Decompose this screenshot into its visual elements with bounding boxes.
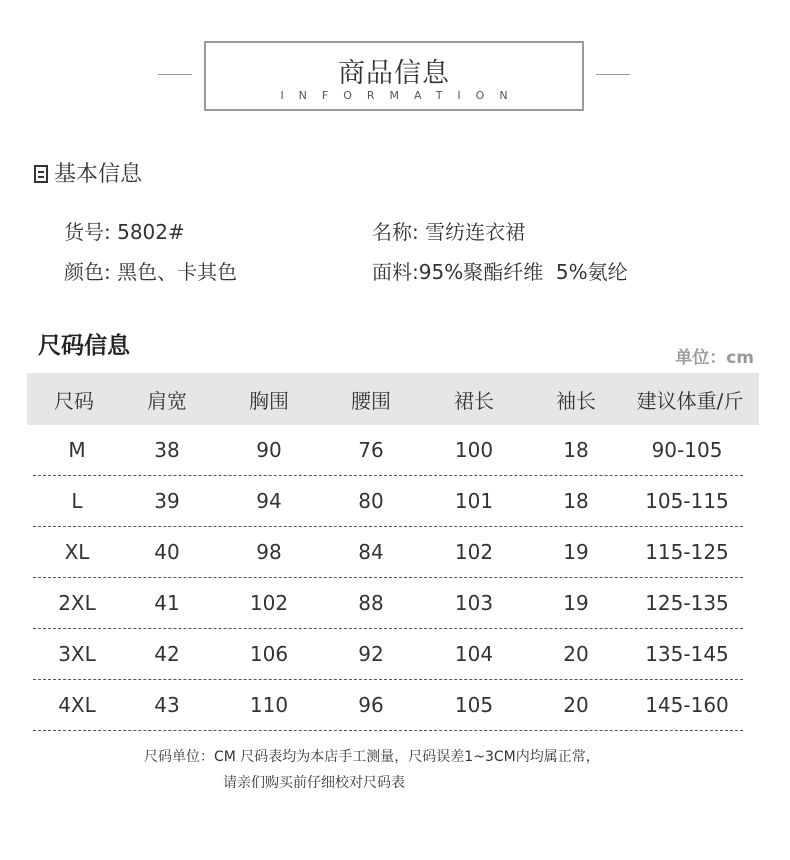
col-header-sleeve: 袖长 — [556, 388, 596, 413]
cell-bust: 90 — [256, 438, 282, 462]
table-row — [33, 629, 743, 680]
header-divider-right — [596, 74, 630, 75]
cell-waist: 80 — [358, 489, 384, 513]
name-label: 名称: — [372, 220, 419, 244]
col-header-size: 尺码 — [54, 388, 94, 413]
cell-shoulder: 43 — [154, 693, 180, 717]
table-row — [33, 476, 743, 527]
cell-sleeve: 18 — [563, 438, 589, 462]
cell-dress-length: 103 — [454, 591, 494, 615]
item-no-label: 货号: — [64, 220, 111, 244]
cell-bust: 98 — [256, 540, 282, 564]
table-row — [33, 578, 743, 629]
cell-waist: 92 — [358, 642, 384, 666]
cell-size: 2XL — [58, 591, 96, 615]
color-label: 颜色: — [64, 260, 111, 284]
cell-shoulder: 42 — [154, 642, 180, 666]
cell-waist: 96 — [358, 693, 384, 717]
cell-dress-length: 105 — [454, 693, 494, 717]
note-line-2: 请亲们购买前仔细校对尺码表 — [223, 775, 405, 791]
cell-bust: 102 — [249, 591, 289, 615]
color-row — [64, 256, 237, 285]
cell-weight: 105-115 — [645, 489, 729, 513]
cell-sleeve: 19 — [563, 540, 589, 564]
col-header-dress-length: 裙长 — [454, 388, 494, 413]
cell-weight: 145-160 — [645, 693, 729, 717]
cell-shoulder: 39 — [154, 489, 180, 513]
header-subtitle: INFORMATION — [280, 89, 523, 102]
table-row — [33, 425, 743, 476]
table-row — [33, 527, 743, 578]
size-table — [27, 373, 759, 731]
cell-sleeve: 20 — [563, 642, 589, 666]
cell-dress-length: 101 — [454, 489, 494, 513]
basic-info-heading — [34, 157, 142, 188]
document-icon — [34, 165, 48, 183]
cell-waist: 84 — [358, 540, 384, 564]
table-row — [33, 680, 743, 731]
name-value: 雪纺连衣裙 — [425, 220, 526, 244]
cell-waist: 88 — [358, 591, 384, 615]
cell-shoulder: 41 — [154, 591, 180, 615]
col-header-bust: 胸围 — [249, 388, 289, 413]
cell-weight: 125-135 — [645, 591, 729, 615]
header-title: 商品信息 — [338, 58, 450, 89]
fabric-row — [372, 256, 628, 285]
cell-size: 3XL — [58, 642, 96, 666]
col-header-weight: 建议体重/斤 — [636, 388, 744, 413]
cell-dress-length: 104 — [454, 642, 494, 666]
cell-sleeve: 18 — [563, 489, 589, 513]
note-line-1: 尺码单位：CM 尺码表均为本店手工测量，尺码误差1~3CM内均属正常， — [144, 749, 600, 765]
item-no-row — [64, 216, 185, 245]
color-value: 黑色、卡其色 — [117, 260, 238, 284]
cell-bust: 110 — [249, 693, 289, 717]
basic-info-heading-text: 基本信息 — [54, 162, 143, 187]
header-box — [204, 41, 584, 111]
cell-shoulder: 38 — [154, 438, 180, 462]
fabric-label: 面料: — [372, 260, 419, 284]
cell-shoulder: 40 — [154, 540, 180, 564]
cell-bust: 94 — [256, 489, 282, 513]
cell-sleeve: 20 — [563, 693, 589, 717]
cell-size: L — [71, 489, 83, 513]
fabric-value: 95%聚酯纤维 5%氨纶 — [418, 260, 628, 284]
cell-weight: 135-145 — [645, 642, 729, 666]
cell-sleeve: 19 — [563, 591, 589, 615]
cell-dress-length: 102 — [454, 540, 494, 564]
cell-size: XL — [64, 540, 90, 564]
table-header-row — [27, 373, 759, 425]
col-header-shoulder: 肩宽 — [147, 388, 187, 413]
cell-waist: 76 — [358, 438, 384, 462]
cell-size: M — [68, 438, 86, 462]
cell-dress-length: 100 — [454, 438, 494, 462]
cell-bust: 106 — [249, 642, 289, 666]
col-header-waist: 腰围 — [351, 388, 391, 413]
cell-size: 4XL — [58, 693, 96, 717]
size-info-heading: 尺码信息 — [38, 333, 130, 359]
cell-weight: 90-105 — [651, 438, 723, 462]
name-row — [372, 216, 525, 245]
unit-label: 单位：cm — [675, 348, 754, 368]
item-no-value: 5802# — [117, 220, 185, 244]
header-divider-left — [158, 74, 192, 75]
cell-weight: 115-125 — [645, 540, 729, 564]
